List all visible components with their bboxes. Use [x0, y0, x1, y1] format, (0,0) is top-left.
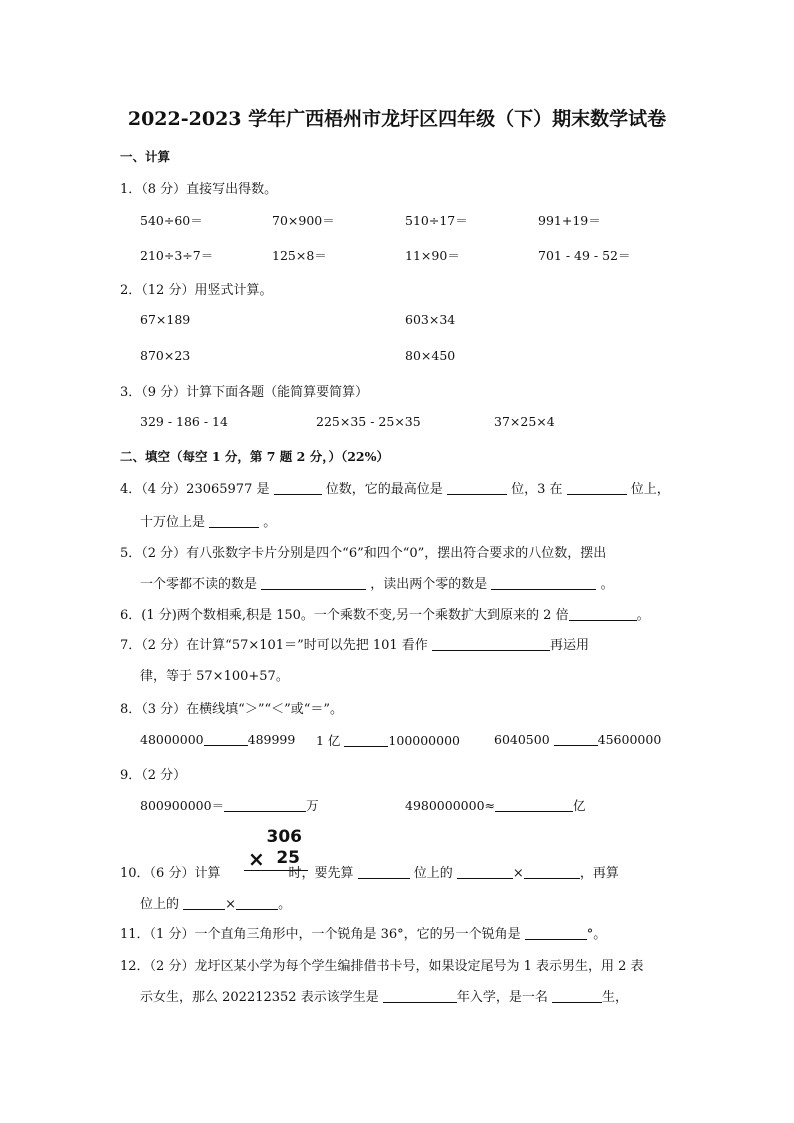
q9-blank-wan[interactable] [224, 797, 306, 812]
q7-line1 [120, 634, 589, 653]
q3-item: 37×25×4 [494, 414, 555, 429]
q9-left: 800900000＝ [140, 798, 225, 813]
q4-blank-digits[interactable] [274, 480, 322, 495]
q4-text: 。 [263, 515, 277, 530]
q10-text: 位上的 [413, 866, 453, 881]
q6-text: 。 [636, 608, 650, 623]
q9-item-b [405, 796, 586, 814]
q6-blank-product[interactable] [569, 606, 637, 621]
q9-unit: 亿 [573, 798, 586, 813]
q8-blank-compare[interactable] [344, 732, 388, 747]
q4-text: 位数，它的最高位是 [325, 482, 443, 497]
q1-item: 210÷3÷7＝ [140, 248, 214, 263]
q4-text: 位，3 在 [511, 482, 563, 497]
q12-line2 [140, 986, 628, 1005]
q10-line1 [120, 862, 619, 881]
q5-text: ，读出两个零的数是 [370, 577, 488, 592]
q1-stem: 1．（8 分）直接写出得数。 [120, 182, 278, 197]
section-heading-calc: 一、计算 [120, 149, 171, 164]
q10-times-sign: × [248, 847, 265, 871]
q12-text: 年入学，是一名 [456, 990, 548, 1005]
q8-compare-item [316, 731, 460, 749]
q9-item-a [140, 796, 319, 814]
q10-blank-digit1[interactable] [457, 864, 513, 879]
q8-right: 45600000 [597, 732, 662, 747]
q10-blank-digit2[interactable] [524, 864, 580, 879]
q10-text: 位上的 [140, 897, 180, 912]
q8-compare-item [140, 731, 295, 747]
q3-item: 329 - 186 - 14 [140, 414, 228, 429]
q8-stem: 8．（3 分）在横线填“＞”“＜”或“＝”。 [120, 702, 344, 717]
q5-text: 一个零都不读的数是 [140, 577, 258, 592]
q9-unit: 万 [306, 798, 319, 813]
q8-left: 48000000 [140, 732, 204, 747]
q9-stem: 9．（2 分） [120, 768, 187, 783]
q2-stem: 2．（12 分）用竖式计算。 [120, 283, 273, 298]
q10-multiplicand: 306 [266, 827, 302, 847]
q5-text: 。 [600, 577, 614, 592]
q12-blank-year[interactable] [383, 988, 457, 1003]
q5-blank-two-zeros-read[interactable] [491, 575, 596, 590]
q11-blank-angle[interactable] [525, 925, 587, 940]
q4-blank-highest-place[interactable] [447, 480, 507, 495]
q1-item: 11×90＝ [405, 248, 460, 263]
page-title: 2022-2023 学年广西梧州市龙圩区四年级（下）期末数学试卷 [127, 108, 667, 130]
q10-blank-place1[interactable] [358, 864, 410, 879]
q10-blank-place2[interactable] [183, 895, 225, 910]
q9-blank-yi[interactable] [495, 797, 573, 812]
q5-blank-no-zero-read[interactable] [261, 575, 366, 590]
q8-left: 6040500 [494, 732, 550, 747]
q10-text: ，再算 [579, 866, 619, 881]
q2-item: 67×189 [140, 312, 191, 327]
q1-item: 701 - 49 - 52＝ [538, 248, 631, 263]
q11-text: °。 [586, 927, 607, 942]
q4-text: 位上， [630, 482, 670, 497]
q4-text: 十万位上是 [140, 515, 206, 530]
q1-item: 991+19＝ [538, 213, 601, 228]
q10-line2 [140, 893, 291, 912]
q1-item: 540÷60＝ [140, 213, 203, 228]
q3-stem: 3．（9 分）计算下面各题（能简算要简算） [120, 385, 369, 400]
q8-blank-compare[interactable] [204, 731, 248, 746]
q11-line [120, 923, 606, 942]
q12-text: 生， [602, 990, 629, 1005]
q4-line1 [120, 478, 670, 497]
q7-blank-regard-as[interactable] [432, 636, 550, 651]
q2-item: 80×450 [405, 348, 456, 363]
q9-left: 4980000000≈ [405, 798, 496, 813]
q10-text: 。 [278, 897, 292, 912]
q8-left: 1 亿 [316, 733, 341, 748]
q10-text: 10．（6 分）计算 [120, 866, 221, 881]
q2-item: 603×34 [405, 312, 456, 327]
q7-text: 7．（2 分）在计算“57×101＝”时可以先把 101 看作 [120, 638, 428, 653]
q8-right: 489999 [247, 732, 296, 747]
q4-blank-hundred-thousands[interactable] [209, 513, 259, 528]
q10-text: × [512, 866, 524, 881]
q7-line2: 律，等于 57×100+57。 [140, 669, 289, 684]
q12-blank-gender[interactable] [552, 988, 602, 1003]
q1-item: 125×8＝ [272, 248, 327, 263]
q3-item: 225×35 - 25×35 [316, 414, 421, 429]
q10-multiplier: 25 [276, 848, 300, 868]
q10-text: 时，要先算 [288, 866, 354, 881]
q8-right: 100000000 [388, 733, 460, 748]
q8-compare-item [494, 731, 661, 747]
q4-line2 [140, 511, 276, 530]
q12-text: 示女生，那么 202212352 表示该学生是 [140, 990, 379, 1005]
q8-blank-compare[interactable] [554, 731, 598, 746]
section-heading-fill: 二、填空（每空 1 分，第 7 题 2 分，）（22%） [120, 449, 389, 464]
q12-line1: 12．（2 分）龙圩区某小学为每个学生编排借书卡号，如果设定尾号为 1 表示男生，用 2 表 [120, 959, 644, 974]
q1-item: 70×900＝ [272, 213, 335, 228]
q6-text: 6．(1 分)两个数相乘,积是 150。一个乘数不变,另一个乘数扩大到原来的 2 倍 [120, 608, 569, 623]
q4-blank-place-of-3[interactable] [567, 480, 627, 495]
q11-text: 11．（1 分）一个直角三角形中，一个锐角是 36°，它的另一个锐角是 [120, 927, 521, 942]
q10-blank-digit3[interactable] [236, 895, 278, 910]
q6-line [120, 604, 650, 623]
q5-line1: 5．（2 分）有八张数字卡片分别是四个“6”和四个“0”，摆出符合要求的八位数，摆出 [120, 546, 607, 561]
q2-item: 870×23 [140, 348, 191, 363]
q1-item: 510÷17＝ [405, 213, 468, 228]
q5-line2 [140, 573, 614, 592]
q7-text: 再运用 [549, 638, 589, 653]
q10-text: × [225, 897, 237, 912]
q4-text: 4．（4 分）23065977 是 [120, 482, 270, 497]
